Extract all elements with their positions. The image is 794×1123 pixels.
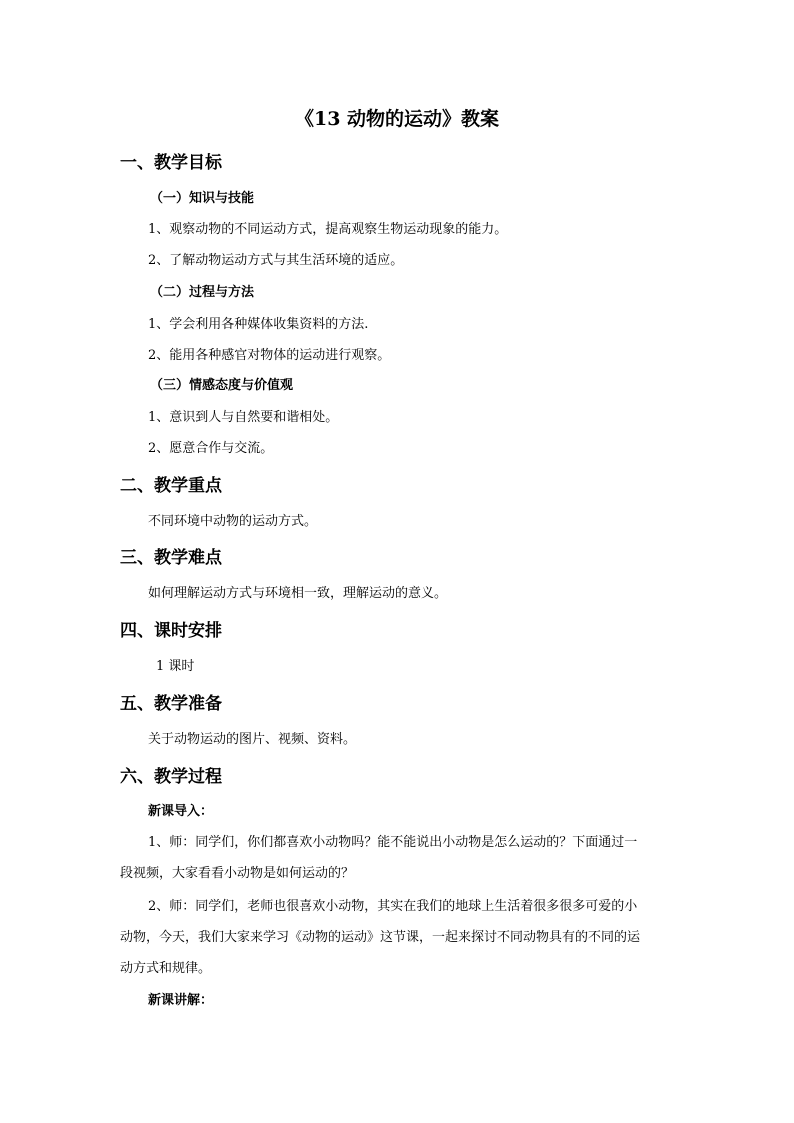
list-item: 1、观察动物的不同运动方式，提高观察生物运动现象的能力。 [148, 222, 508, 237]
paragraph-line: 段视频，大家看看小动物是如何运动的？ [120, 866, 355, 881]
section-heading-schedule: 四、课时安排 [120, 621, 222, 641]
subheading-process-methods: （二）过程与方法 [150, 285, 255, 300]
paragraph-line: 动方式和规律。 [120, 961, 212, 976]
section-text: 1 课时 [156, 659, 195, 674]
document-title: 《13 动物的运动》教案 [294, 108, 500, 130]
paragraph-line: 1、师：同学们，你们都喜欢小动物吗？能不能说出小动物是怎么运动的？下面通过一 [148, 835, 638, 850]
section-text: 如何理解运动方式与环境相一致，理解运动的意义。 [148, 586, 448, 601]
section-heading-difficulties: 三、教学难点 [120, 548, 222, 568]
paragraph-line: 动物，今天，我们大家来学习《动物的运动》这节课，一起来探讨不同动物具有的不同的运 [120, 930, 641, 945]
section-heading-preparation: 五、教学准备 [120, 694, 222, 714]
subheading-attitudes-values: （三）情感态度与价值观 [150, 378, 294, 393]
list-item: 2、能用各种感官对物体的运动进行观察。 [148, 348, 391, 363]
subheading-knowledge-skills: （一）知识与技能 [150, 191, 255, 206]
section-heading-process: 六、教学过程 [120, 767, 222, 787]
section-text: 关于动物运动的图片、视频、资料。 [148, 732, 357, 747]
list-item: 1、学会利用各种媒体收集资料的方法. [148, 317, 369, 332]
section-heading-key-points: 二、教学重点 [120, 476, 222, 496]
label-new-lesson-intro: 新课导入： [148, 804, 214, 819]
list-item: 2、愿意合作与交流。 [148, 441, 274, 456]
paragraph-line: 2、师：同学们，老师也很喜欢小动物，其实在我们的地球上生活着很多很多可爱的小 [148, 899, 638, 914]
label-new-lesson-lecture: 新课讲解： [148, 993, 214, 1008]
list-item: 2、了解动物运动方式与其生活环境的适应。 [148, 253, 404, 268]
section-text: 不同环境中动物的运动方式。 [148, 514, 318, 529]
list-item: 1、意识到人与自然要和谐相处。 [148, 410, 339, 425]
section-heading-objectives: 一、教学目标 [120, 153, 222, 173]
